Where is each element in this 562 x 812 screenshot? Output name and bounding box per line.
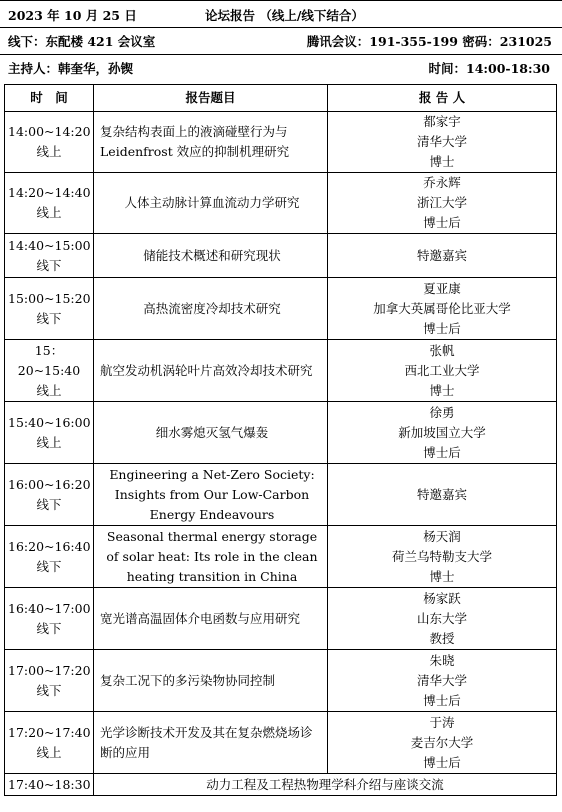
time-range: 16:20~16:40 xyxy=(8,538,91,554)
session-mode: 线下 xyxy=(36,496,62,512)
table-row xyxy=(5,278,557,340)
speaker-title: 博士后 xyxy=(423,320,461,336)
tencent-meeting: 腾讯会议：191-355-199 密码：231025 xyxy=(306,33,552,49)
time-range: 14:40~15:00 xyxy=(8,237,91,253)
session-time: 时间：14:00-18:30 xyxy=(428,60,550,76)
topic-cell: 细水雾熄灭氢气爆轰 xyxy=(94,402,328,464)
topic-cell: 航空发动机涡轮叶片高效冷却技术研究 xyxy=(94,340,328,402)
time-range: 16:00~16:20 xyxy=(8,476,91,492)
header-row-date xyxy=(0,0,562,28)
speaker-cell xyxy=(328,173,557,234)
time-cell xyxy=(5,173,94,234)
table-row-final xyxy=(5,774,557,796)
speaker-name: 朱晓 xyxy=(429,652,455,668)
col-header-time: 时 间 xyxy=(5,85,94,112)
table-row xyxy=(5,526,557,588)
time-range: 17:40~18:30 xyxy=(5,774,94,796)
session-mode: 线下 xyxy=(36,257,62,273)
table-row xyxy=(5,402,557,464)
session-mode: 线上 xyxy=(36,434,62,450)
col-header-speaker: 报 告 人 xyxy=(328,85,557,112)
forum-date: 2023 年 10 月 25 日 xyxy=(8,7,137,23)
speaker-title: 教授 xyxy=(429,630,455,646)
speaker-name: 张帆 xyxy=(429,342,455,358)
time-cell xyxy=(5,712,94,774)
speaker-cell xyxy=(328,464,557,526)
time-cell xyxy=(5,234,94,278)
time-cell xyxy=(5,588,94,650)
session-mode: 线上 xyxy=(36,144,62,159)
topic-cell: 宽光谱高温固体介电函数与应用研究 xyxy=(94,588,328,650)
time-cell xyxy=(5,402,94,464)
topic-cell: 复杂结构表面上的液滴碰壁行为与 Leidenfrost 效应的抑制机理研究 xyxy=(94,112,328,173)
speaker-affiliation: 荷兰乌特勒支大学 xyxy=(391,548,492,564)
time-range: 16:40~17:00 xyxy=(8,600,91,616)
speaker-name: 乔永辉 xyxy=(423,175,461,190)
speaker-title: 博士 xyxy=(429,382,455,398)
time-range: 15：20~15:40 xyxy=(17,342,81,378)
time-cell xyxy=(5,464,94,526)
speaker-affiliation: 清华大学 xyxy=(416,672,467,688)
closing-session: 动力工程及工程热物理学科介绍与座谈交流 xyxy=(94,774,557,796)
speaker-name: 夏亚康 xyxy=(423,280,461,296)
speaker-cell xyxy=(328,588,557,650)
time-range: 15:00~15:20 xyxy=(8,290,91,306)
speaker-cell xyxy=(328,112,557,173)
session-mode: 线下 xyxy=(36,558,62,574)
header-row-venue xyxy=(0,27,562,54)
speaker-cell xyxy=(328,234,557,278)
speaker-name: 都家宇 xyxy=(423,114,461,129)
time-cell xyxy=(5,340,94,402)
speaker-name: 特邀嘉宾 xyxy=(416,247,467,263)
session-mode: 线下 xyxy=(36,310,62,326)
time-cell xyxy=(5,278,94,340)
speaker-name: 杨天润 xyxy=(423,528,461,544)
forum-title: 论坛报告 （线上/线下结合） xyxy=(205,7,364,23)
speaker-affiliation: 浙江大学 xyxy=(416,195,467,210)
header-row-hosts xyxy=(0,54,562,81)
time-range: 14:20~14:40 xyxy=(8,185,91,200)
topic-cell: 高热流密度冷却技术研究 xyxy=(94,278,328,340)
speaker-cell xyxy=(328,526,557,588)
speaker-title: 博士后 xyxy=(423,215,461,230)
speaker-title: 博士后 xyxy=(423,444,461,460)
speaker-affiliation: 西北工业大学 xyxy=(404,362,480,378)
session-mode: 线下 xyxy=(36,620,62,636)
table-row xyxy=(5,234,557,278)
topic-cell: 光学诊断技术开发及其在复杂燃烧场诊断的应用 xyxy=(94,712,328,774)
speaker-cell xyxy=(328,340,557,402)
speaker-name: 杨家跃 xyxy=(423,590,461,606)
speaker-affiliation: 新加坡国立大学 xyxy=(398,424,486,440)
speaker-cell xyxy=(328,712,557,774)
speaker-title: 博士 xyxy=(429,154,455,169)
schedule-table xyxy=(4,84,557,796)
session-mode: 线下 xyxy=(36,682,62,698)
speaker-title: 博士后 xyxy=(423,692,461,708)
hosts: 主持人：韩奎华，孙锲 xyxy=(8,60,134,76)
topic-cell: 人体主动脉计算血流动力学研究 xyxy=(94,173,328,234)
speaker-affiliation: 山东大学 xyxy=(416,610,467,626)
speaker-name: 徐勇 xyxy=(429,404,455,420)
table-row xyxy=(5,112,557,173)
time-cell xyxy=(5,650,94,712)
topic-cell: 储能技术概述和研究现状 xyxy=(94,234,328,278)
speaker-cell xyxy=(328,402,557,464)
topic-cell: Seasonal thermal energy storage of solar heat: Its role in the clean heating transition in China xyxy=(94,526,328,588)
speaker-title: 博士后 xyxy=(423,754,461,770)
speaker-name: 特邀嘉宾 xyxy=(416,486,467,502)
table-header-row xyxy=(5,85,557,112)
speaker-affiliation: 加拿大英属哥伦比亚大学 xyxy=(373,300,511,316)
speaker-affiliation: 清华大学 xyxy=(416,134,467,149)
session-mode: 线上 xyxy=(36,382,62,398)
venue: 线下：东配楼 421 会议室 xyxy=(8,33,156,49)
topic-cell: Engineering a Net-Zero Society: Insights from Our Low-Carbon Energy Endeavours xyxy=(94,464,328,526)
session-mode: 线上 xyxy=(36,205,62,220)
table-row xyxy=(5,712,557,774)
speaker-cell xyxy=(328,650,557,712)
speaker-title: 博士 xyxy=(429,568,455,584)
table-row xyxy=(5,340,557,402)
session-mode: 线上 xyxy=(36,744,62,760)
table-row xyxy=(5,588,557,650)
table-row xyxy=(5,650,557,712)
time-cell xyxy=(5,526,94,588)
speaker-cell xyxy=(328,278,557,340)
table-row xyxy=(5,173,557,234)
time-range: 15:40~16:00 xyxy=(8,414,91,430)
time-cell xyxy=(5,112,94,173)
table-row xyxy=(5,464,557,526)
time-range: 17:20~17:40 xyxy=(8,724,91,740)
speaker-affiliation: 麦吉尔大学 xyxy=(410,734,474,750)
speaker-name: 于涛 xyxy=(429,714,455,730)
col-header-topic: 报告题目 xyxy=(94,85,328,112)
time-range: 14:00~14:20 xyxy=(8,124,91,139)
time-range: 17:00~17:20 xyxy=(8,662,91,678)
topic-cell: 复杂工况下的多污染物协同控制 xyxy=(94,650,328,712)
